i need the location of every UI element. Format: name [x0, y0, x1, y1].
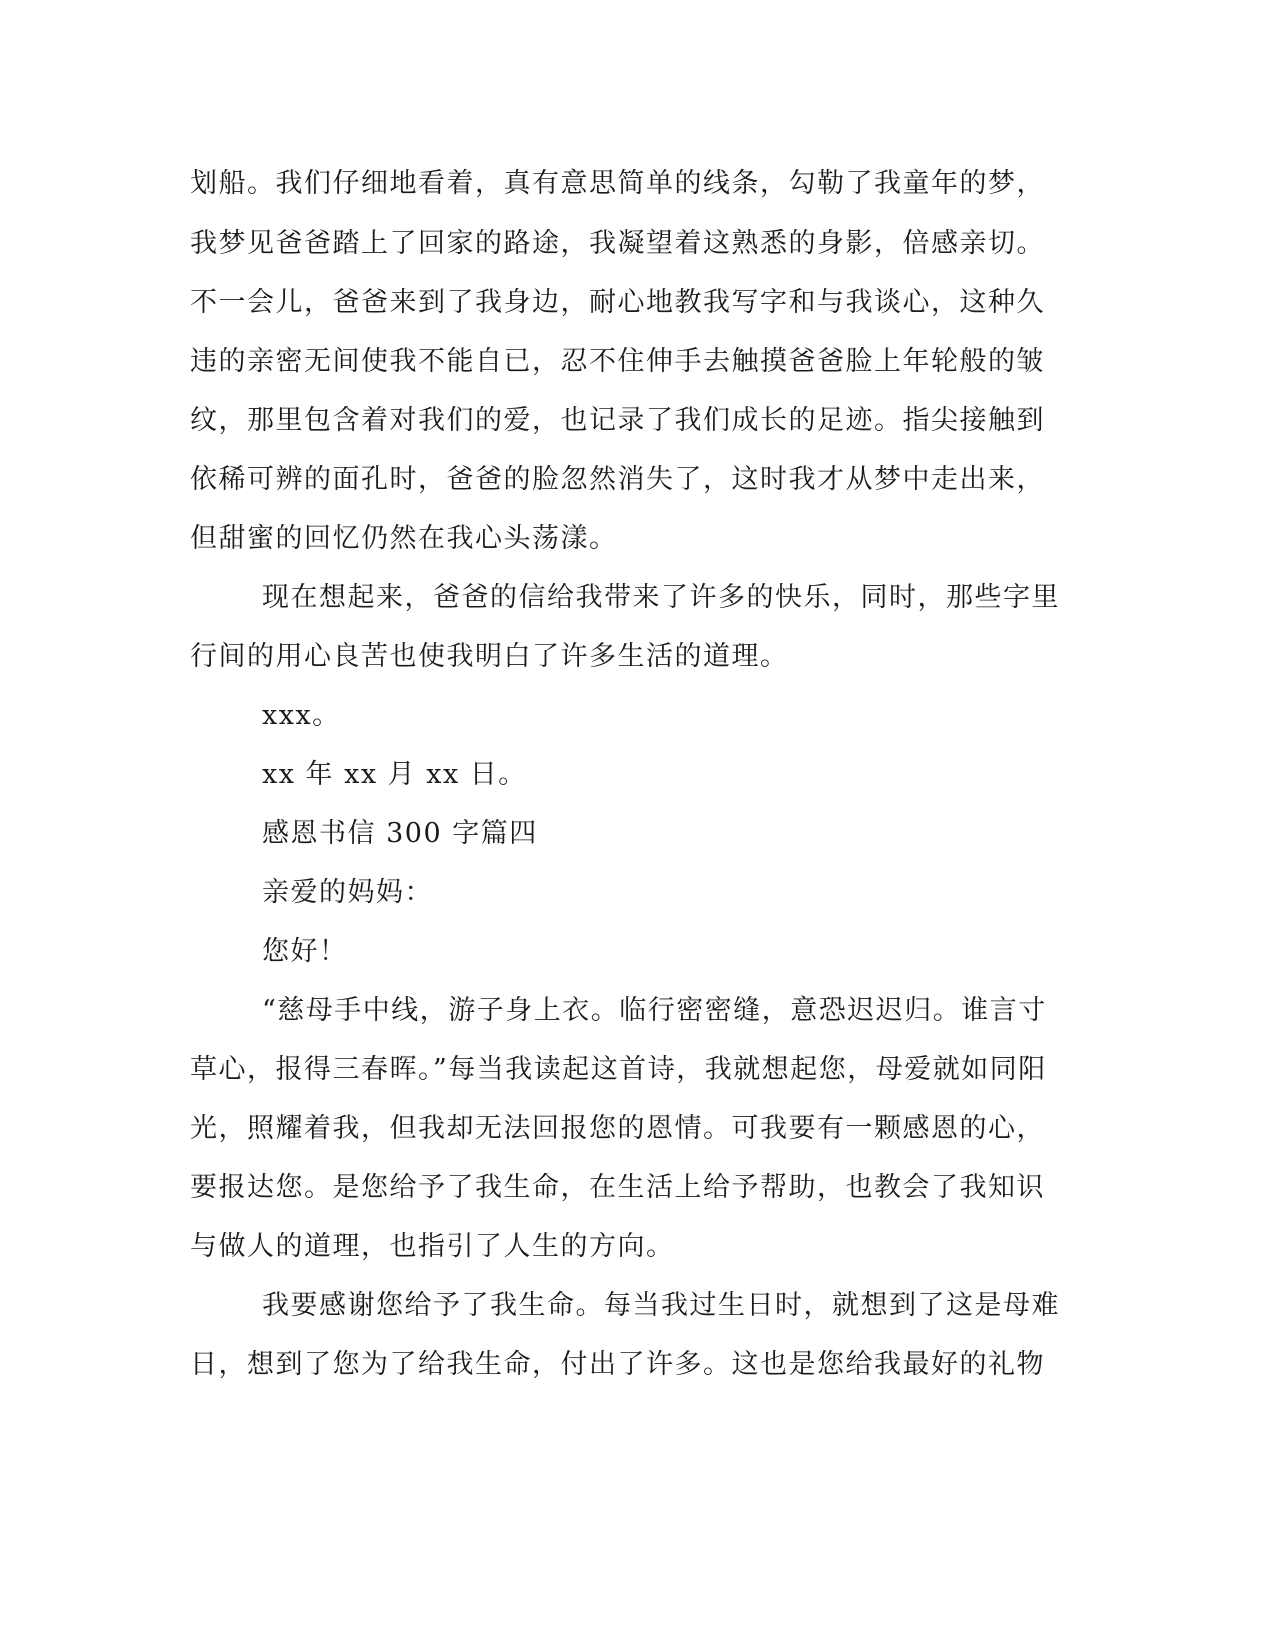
text-line: 光，照耀着我，但我却无法回报您的恩情。可我要有一颗感恩的心，	[190, 1113, 1045, 1144]
signature-name: xxx。	[262, 700, 341, 731]
text-line: 违的亲密无间使我不能自已，忍不住伸手去触摸爸爸脸上年轮般的皱	[190, 346, 1045, 377]
text-line: 依稀可辨的面孔时，爸爸的脸忽然消失了，这时我才从梦中走出来，	[190, 464, 1045, 495]
text-line: 要报达您。是您给予了我生命，在生活上给予帮助，也教会了我知识	[190, 1172, 1045, 1203]
text-line: 草心，报得三春晖。”每当我读起这首诗，我就想起您，母爱就如同阳	[190, 1054, 1047, 1085]
section-heading: 感恩书信 300 字篇四	[262, 818, 538, 849]
text-line: 纹，那里包含着对我们的爱，也记录了我们成长的足迹。指尖接触到	[190, 405, 1045, 436]
text-line: 现在想起来，爸爸的信给我带来了许多的快乐，同时，那些字里	[262, 582, 1060, 613]
signature-date: xx 年 xx 月 xx 日。	[262, 759, 527, 790]
text-line: 与做人的道理，也指引了人生的方向。	[190, 1231, 675, 1262]
text-line: 但甜蜜的回忆仍然在我心头荡漾。	[190, 523, 618, 554]
text-line: 我要感谢您给予了我生命。每当我过生日时，就想到了这是母难	[262, 1290, 1060, 1321]
text-line: “慈母手中线，游子身上衣。临行密密缝，意恐迟迟归。谁言寸	[262, 995, 1047, 1026]
text-line: 不一会儿，爸爸来到了我身边，耐心地教我写字和与我谈心，这种久	[190, 287, 1045, 318]
salutation: 亲爱的妈妈：	[262, 877, 433, 908]
text-line: 行间的用心良苦也使我明白了许多生活的道理。	[190, 641, 789, 672]
greeting: 您好！	[262, 936, 348, 967]
text-line: 日，想到了您为了给我生命，付出了许多。这也是您给我最好的礼物	[190, 1349, 1045, 1380]
text-line: 我梦见爸爸踏上了回家的路途，我凝望着这熟悉的身影，倍感亲切。	[190, 228, 1045, 259]
text-line: 划船。我们仔细地看着，真有意思简单的线条，勾勒了我童年的梦，	[190, 168, 1045, 199]
